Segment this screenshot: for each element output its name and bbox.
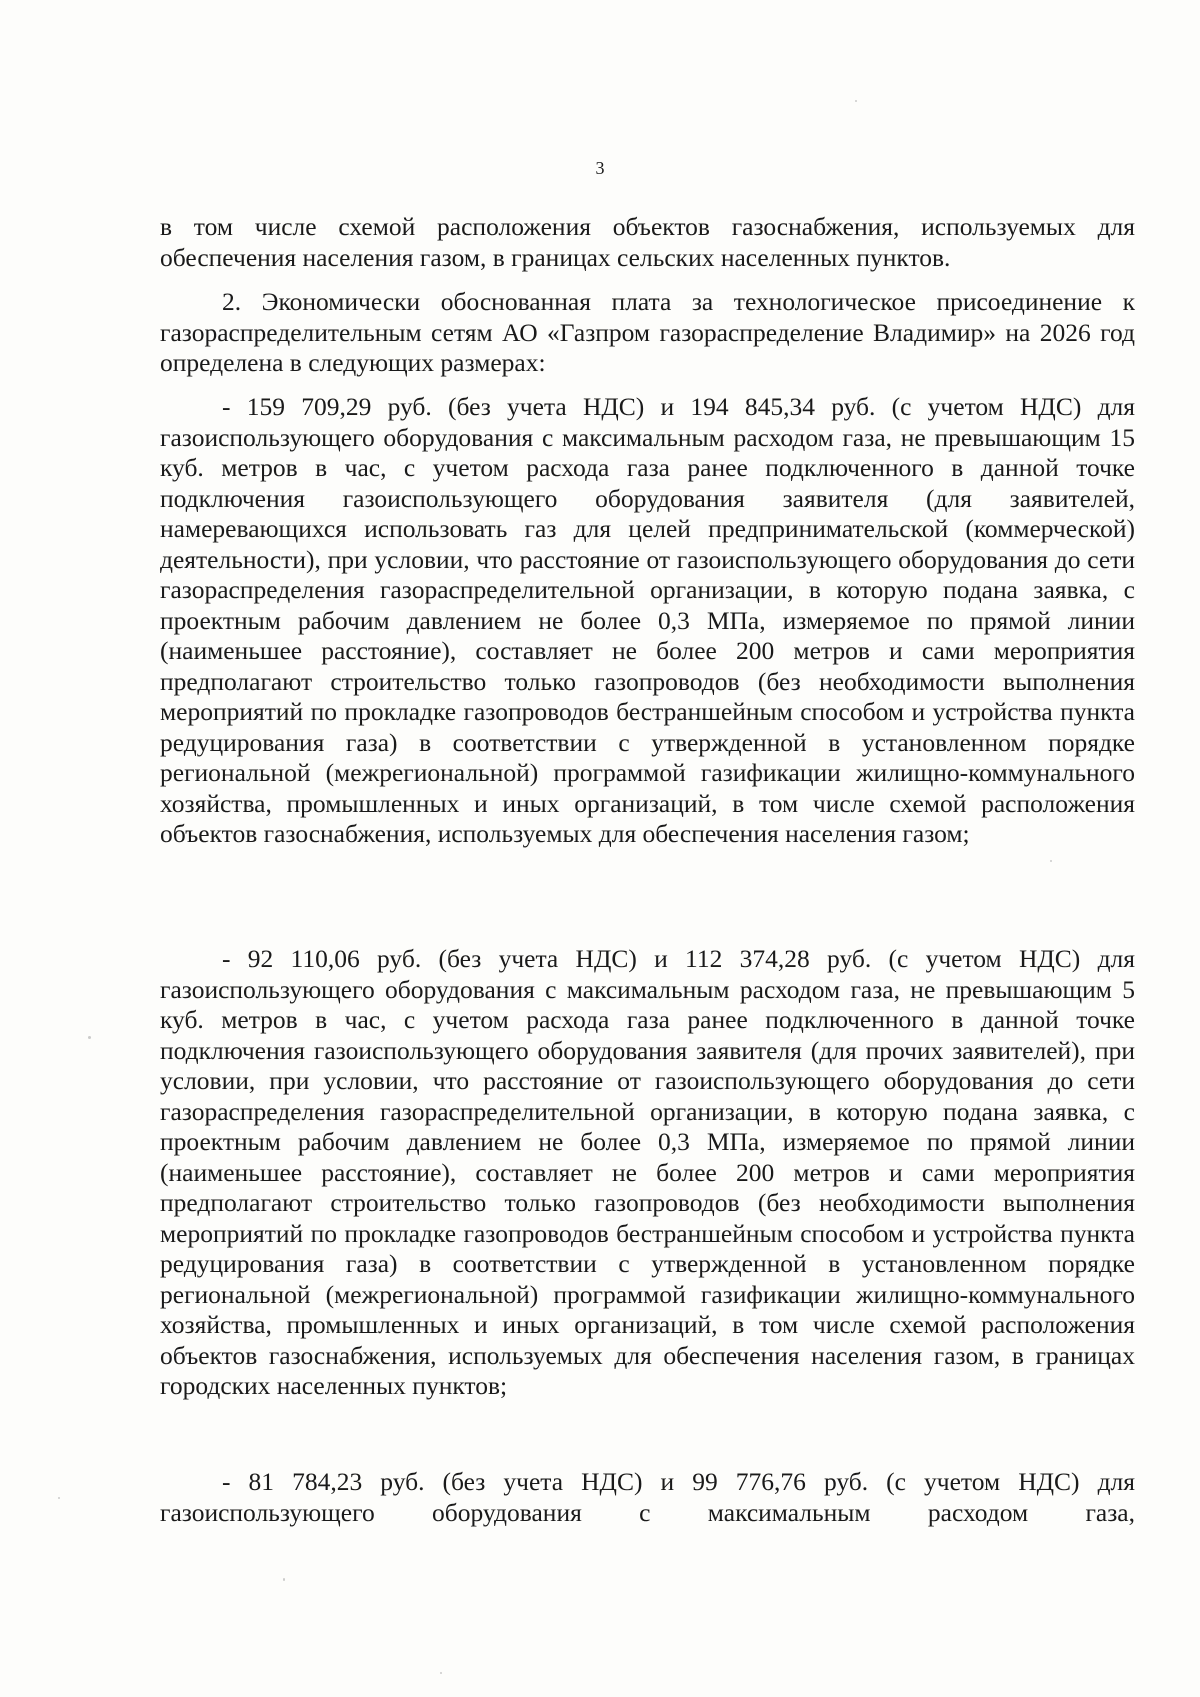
scan-speck [855, 100, 857, 102]
scan-speck [58, 1497, 60, 1499]
paragraph-fee-continued [160, 1467, 1135, 1528]
paragraph-text: - 159 709,29 руб. (без учета НДС) и 194 845,34 руб. (с учетом НДС) для газоиспользующего оборудования с максимальным расходом газа, не превышающим 15 куб. метров в час, с учетом расхода газа ранее подключенного в данной точке подключения газоиспользующего оборудования заявителя (для заявителей, намеревающихся использовать газ для целей предпринимательской (коммерческой) деятельности), при условии, что расстояние от газоиспользующего оборудования до сети газораспределения газораспределительной организации, в которую подана заявка, с проектным рабочим давлением не более 0,3 МПа, измеряемое по прямой линии (наименьшее расстояние), составляет не более 200 метров и сами мероприятия предполагают строительство только газопроводов (без необходимости выполнения мероприятий по прокладке газопроводов бестраншейным способом и устройства пункта редуцирования газа) в соответствии с утвержденной в установленном порядке региональной (межрегиональной) программой газификации жилищно-коммунального хозяйства, промышленных и иных организаций, в том числе схемой расположения объектов газоснабжения, используемых для обеспечения населения газом; [160, 392, 1135, 848]
paragraph-item-2 [160, 287, 1135, 379]
scan-speck [283, 1578, 285, 1581]
paragraph-fee-5m3 [160, 944, 1135, 1402]
page-number: 3 [595, 158, 605, 178]
paragraph-text: в том числе схемой расположения объектов газоснабжения, используемых для обеспечения населения газом, в границах сельских населенных пунктов. [160, 212, 1135, 272]
paragraph-fee-15m3 [160, 392, 1135, 850]
paragraph-text: - 81 784,23 руб. (без учета НДС) и 99 776,76 руб. (с учетом НДС) для газоиспользующего оборудования с максимальным расходом газа, [160, 1467, 1135, 1527]
scan-speck [440, 1672, 442, 1674]
paragraph-continuation [160, 212, 1135, 273]
paragraph-text: - 92 110,06 руб. (без учета НДС) и 112 374,28 руб. (с учетом НДС) для газоиспользующего оборудования с максимальным расходом газа, не превышающим 5 куб. метров в час, с учетом расхода газа ранее подключенного в данной точке подключения газоиспользующего оборудования заявителя (для прочих заявителей), при условии, при условии, что расстояние от газоиспользующего оборудования до сети газораспределения газораспределительной организации, в которую подана заявка, с проектным рабочим давлением не более 0,3 МПа, измеряемое по прямой линии (наименьшее расстояние), составляет не более 200 метров и сами мероприятия предполагают строительство только газопроводов (без необходимости выполнения мероприятий по прокладке газопроводов бестраншейным способом и устройства пункта редуцирования газа) в соответствии с утвержденной в установленном порядке региональной (межрегиональной) программой газификации жилищно-коммунального хозяйства, промышленных и иных организаций, в том числе схемой расположения объектов газоснабжения, используемых для обеспечения населения газом, в границах городских населенных пунктов; [160, 944, 1135, 1400]
scan-speck [88, 1036, 91, 1039]
scan-speck [1050, 860, 1052, 862]
paragraph-text: 2. Экономически обоснованная плата за технологическое присоединение к газораспределительным сетям АО «Газпром газораспределение Владимир» на 2026 год определена в следующих размерах: [160, 287, 1135, 377]
